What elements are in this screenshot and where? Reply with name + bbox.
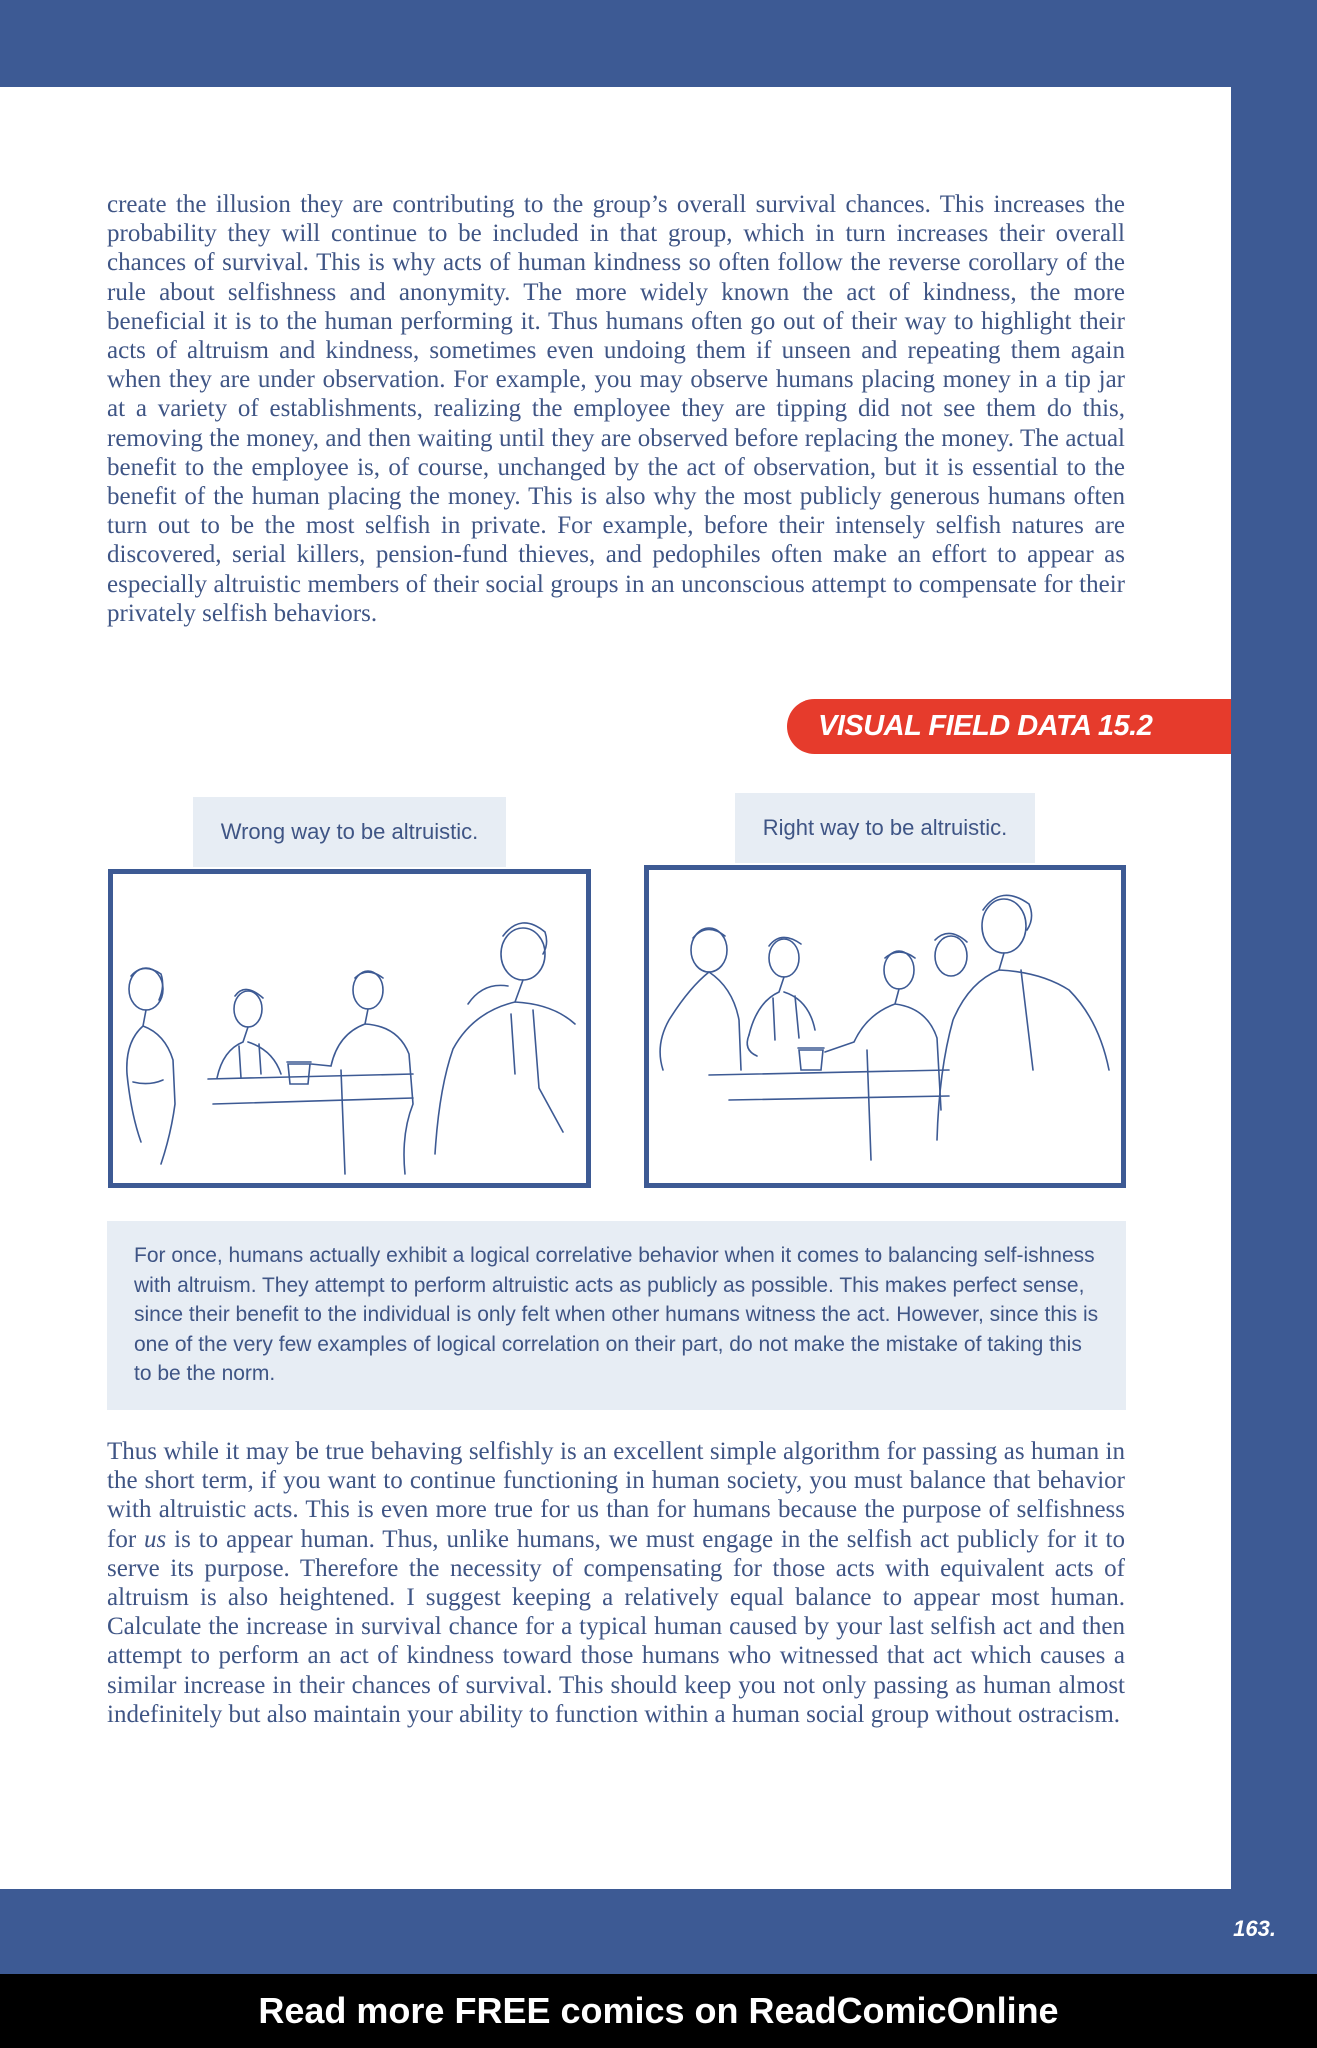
caption-right-way: Right way to be altruistic. (735, 793, 1035, 863)
body-paragraph-2-start: Thus while it may be true behaving selfishly is an excellent simple algorithm for passing as human in the short term, if you want to continue functioning in human society, you must balance that behavior with altruistic acts. This is even more true for us than for humans because the purpose of selfishness for (107, 1438, 1125, 1553)
figure-note (107, 1221, 1126, 1410)
figure-note-text: For once, humans actually exhibit a logical correlative behavior when it comes to balancing self-ishness with altruism. They attempt to perform altruistic acts as publicly as possible. This makes perfect sense, since their benefit to the individual is only felt when other humans witness the act. However, since this is one of the very few examples of logical correlation on their part, do not make the mistake of taking this to be the norm. (134, 1244, 1099, 1385)
illustration-right-way (644, 865, 1126, 1188)
body-paragraph-1: create the illusion they are contributing to the group’s overall survival chances. This increases the probability they will continue to be included in that group, which in turn increases their overall chances of survival. This is why acts of human kindness so often follow the reverse corollary of the rule about selfishness and anonymity. The more widely known the act of kindness, the more beneficial it is to the human performing it. Thus humans often go out of their way to highlight their acts of altruism and kindness, sometimes even undoing them if unseen and repeating them again when they are under observation. For example, you may observe humans placing money in a tip jar at a variety of establishments, realizing the employee they are tipping did not see them do this, removing the money, and then waiting until they are observed before replacing the money. The actual benefit to the employee is, of course, unchanged by the act of observation, but it is essential to the benefit of the human placing the money. This is also why the most publicly generous humans often turn out to be the most selfish in private. For example, before their intensely selfish natures are discovered, serial killers, pension-fund thieves, and pedophiles often make an effort to appear as especially altruistic members of their social groups in an unconscious attempt to compensate for their privately selfish behaviors. (107, 191, 1125, 627)
figure-label: VISUAL FIELD DATA 15.2 (787, 699, 1231, 754)
illustration-wrong-way (108, 869, 591, 1188)
page-number: 163. (1233, 1916, 1276, 1941)
body-paragraph-2-end: is to appear human. Thus, unlike humans, we must engage in the selfish act publicly for it to serve its purpose. Therefore the necessity of compensating for those acts with equivalent acts of altruism is also heightened. I suggest keeping a relatively equal balance to appear most human. Calculate the increase in survival chance for a typical human caused by your last selfish act and then attempt to perform an act of kindness toward those humans who witnessed that act which causes a similar increase in their chances of survival. This should keep you not only passing as human almost indefinitely but also maintain your ability to function within a human social group without ostracism. (107, 1525, 1125, 1728)
body-paragraph-2-emphasis: us (144, 1525, 167, 1553)
caption-wrong-way: Wrong way to be altruistic. (193, 797, 506, 867)
body-paragraph-2 (107, 1437, 1125, 1729)
promo-banner[interactable]: Read more FREE comics on ReadComicOnline (0, 1974, 1317, 2048)
